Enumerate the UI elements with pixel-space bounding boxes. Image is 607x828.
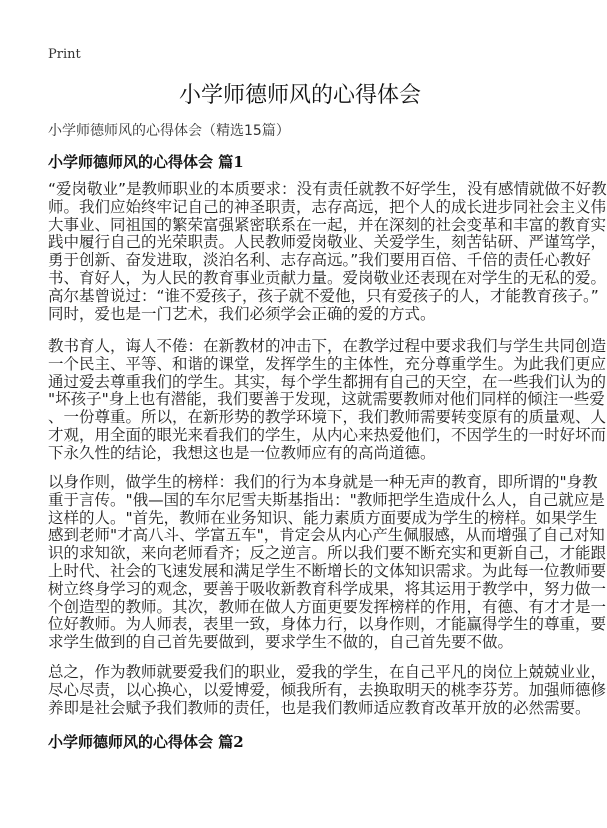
paragraph-line: 通过爱去尊重我们的学生。其实，每个学生都拥有自己的天空，在一些我们认为的 [48, 372, 607, 391]
section-heading: 小学师德师风的心得体会 篇2 [48, 733, 244, 751]
paragraph-line: 同时，爱也是一门艺术，我们必须学会正确的爱的方式。 [48, 304, 436, 323]
section-heading: 小学师德师风的心得体会 篇1 [48, 153, 244, 171]
paragraph-line: 教书育人，诲人不倦：在新教材的冲击下，在教学过程中要求我们与学生共同创造 [48, 337, 607, 355]
paragraph-line: 尽心尽责，以心换心，以爱博爱，倾我所有，去换取明天的桃李芬芳。加强师德修 [48, 680, 607, 699]
paragraph [48, 663, 607, 717]
paragraph-line: 位好教师。为人师表，表里一致，身体力行，以身作则，才能赢得学生的尊重，要 [48, 615, 607, 634]
paragraph-line: 才观，用全面的眼光来看我们的学生，从内心来热爱他们，不因学生的一时好坏而 [48, 425, 607, 444]
paragraph-line: 书、育好人，为人民的教育事业贡献力量。爱岗敬业还表现在对学生的无私的爱。 [48, 268, 607, 287]
paragraph-line: 、一份尊重。所以，在新形势的教学环境下，我们教师需要转变原有的质量观、人 [48, 408, 607, 427]
paragraph-line: 高尔基曾说过：“谁不爱孩子，孩子就不爱他，只有爱孩子的人，才能教育孩子。” [48, 286, 599, 305]
paragraph-line: 大事业、同祖国的繁荣富强紧密联系在一起，并在深刻的社会变革和丰富的教育实 [48, 215, 607, 234]
paragraph-line: 感到老师"才高八斗、学富五车"，肯定会从内心产生佩服感，从而增强了自己对知 [48, 526, 605, 545]
paragraph-line: 树立终身学习的观念，要善于吸收新教育科学成果，将其运用于教学中，努力做一 [48, 579, 607, 598]
paragraph-line: "坏孩子"身上也有潜能，我们要善于发现，这就需要教师对他们同样的倾注一些爱 [48, 390, 605, 409]
paragraph-line: 重于言传。"俄—国的车尔尼雪夫斯基指出："教师把学生造成什么人，自己就应是 [48, 490, 605, 509]
paragraph-line: 勇于创新、奋发进取，淡泊名利、志存高远。”我们要用百倍、千倍的责任心教好 [48, 251, 591, 270]
paragraph-line: 个创造型的教师。其次，教师在做人方面更要发挥榜样的作用，有德、有才才是一 [48, 597, 607, 616]
paragraph-line: 求学生做到的自己首先要做到，要求学生不做的，自己首先要不做。 [48, 633, 514, 652]
print-link[interactable]: Print [48, 47, 81, 62]
paragraph-line: 这样的人。"首先，教师在业务知识、能力素质方面要成为学生的榜样。如果学生 [48, 508, 598, 527]
paragraph-line: 总之，作为教师就要爱我们的职业，爱我的学生，在自己平凡的岗位上兢兢业业， [48, 663, 607, 681]
paragraph-line: “爱岗敬业”是教师职业的本质要求：没有责任就教不好学生，没有感情就做不好教 [48, 180, 607, 198]
document-subtitle: 小学师德师风的心得体会（精选15篇） [48, 123, 290, 139]
paragraph-line: 下永久性的结论，我想这也是一位教师应有的高尚道德。 [48, 443, 436, 462]
paragraph [48, 473, 607, 652]
paragraph-line: 识的求知欲，来向老师看齐；反之逆言。所以我们要不断充实和更新自己，才能跟 [48, 544, 607, 563]
paragraph-line: 践中履行自己的光荣职责。人民教师爱岗敬业、关爱学生，刻苦钻研、严谨笃学， [48, 233, 607, 252]
paragraph [48, 180, 607, 323]
paragraph-line: 一个民主、平等、和谐的课堂，发挥学生的主体性，充分尊重学生。为此我们更应 [48, 354, 607, 373]
paragraph-line: 以身作则，做学生的榜样：我们的行为本身就是一种无声的教育，即所谓的"身教 [48, 473, 598, 491]
paragraph-line: 上时代、社会的飞速发展和满足学生不断增长的文体知识需求。为此每一位教师要 [48, 561, 607, 580]
page-title: 小学师德师风的心得体会 [178, 83, 421, 108]
paragraph-line: 师。我们应始终牢记自己的神圣职责，志存高远，把个人的成长进步同社会主义伟 [48, 197, 607, 216]
paragraph [48, 337, 607, 463]
paragraph-line: 养即是社会赋予我们教师的责任，也是我们教师适应教育改革开放的必然需要。 [48, 698, 591, 717]
